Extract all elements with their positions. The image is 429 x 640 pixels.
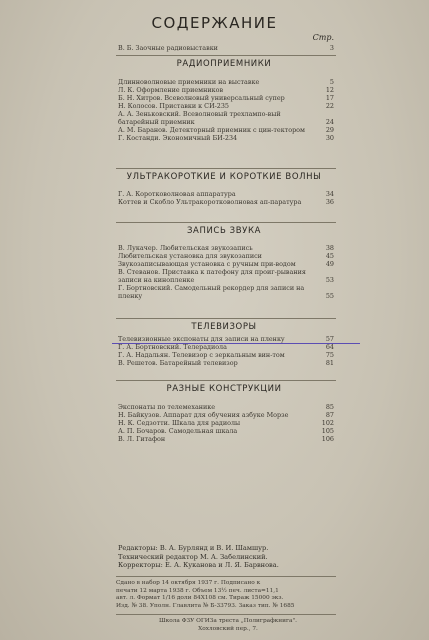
section-divider — [116, 318, 336, 319]
credit-line: Технический редактор М. А. Забелинский. — [118, 552, 268, 561]
toc-entry — [118, 403, 334, 411]
toc-entry-text: А. А. Зеньковский. Всеволновый трехлампо-вый батарейный приемник — [118, 110, 281, 126]
toc-entry-text: Г. Костанди. Экономичный БИ-234 — [118, 134, 238, 142]
toc-entry-text: А. П. Бочаров. Самодельная шкала — [118, 427, 238, 435]
toc-entry-text: Длинноволновые приемники на выставке — [118, 78, 260, 86]
toc-intro — [118, 44, 334, 52]
page-column-header: Стр. — [312, 33, 334, 42]
toc-entry-page: 106 — [321, 435, 334, 443]
toc-entry-page: 55 — [325, 292, 334, 300]
toc-section-shortwave — [118, 190, 334, 206]
toc-entry — [118, 86, 334, 94]
section-heading: ЗАПИСЬ ЗВУКА — [187, 226, 261, 236]
toc-entry-text: Телевизионные экспонаты для записи на пленку — [118, 335, 285, 343]
toc-entry-page: 12 — [325, 86, 334, 94]
toc-entry — [118, 190, 334, 198]
toc-entry — [118, 411, 334, 419]
toc-entry-text: А. М. Баранов. Детекторный приемник с цин-тектором — [118, 126, 305, 134]
imprint-line: Сдано в набор 14 октября 1937 г. Подписано к — [116, 580, 261, 586]
toc-entry — [118, 102, 334, 110]
toc-entry-text: В. Л. Гитафон — [118, 435, 166, 443]
toc-entry — [118, 134, 334, 142]
section-divider — [116, 222, 336, 223]
toc-entry — [118, 198, 334, 206]
imprint-line: печати 12 марта 1938 г. Объем 13½ печ. листа=11,1 — [116, 587, 279, 594]
toc-entry-page: 102 — [321, 419, 334, 427]
toc-entry-page: 75 — [325, 351, 334, 359]
footer-line: Школа ФЗУ ОГИЗа треста „Полиграфкнига". — [158, 618, 297, 624]
toc-entry-page: 22 — [325, 102, 334, 110]
toc-section-misc — [118, 403, 334, 443]
credit-line: Корректоры: Е. А. Куканова и Л. Я. Барвнова. — [118, 561, 279, 570]
footer-line: Хохловский пер., 7. — [198, 626, 258, 632]
toc-entry-text: Г. А. Коротковолновая аппаратура — [118, 190, 236, 198]
toc-entry-page: 105 — [321, 427, 334, 435]
toc-entry-page: 53 — [325, 276, 334, 284]
toc-entry — [118, 78, 334, 86]
toc-entry — [118, 268, 334, 284]
toc-entry-text: В. Стеванов. Приставка к патефону для проиг-рывания записи на кинопленке — [118, 268, 306, 284]
toc-entry — [118, 252, 334, 260]
toc-entry-text: В. Б. Заочные радиовыставки — [118, 44, 218, 52]
toc-entry — [118, 284, 334, 300]
toc-entry — [118, 110, 334, 126]
toc-section-sound — [118, 244, 334, 300]
printer-footer — [110, 617, 346, 633]
toc-entry-text: Любительская установка для звукозаписи — [118, 252, 262, 260]
footer-divider — [116, 614, 336, 615]
toc-entry-text: В. Лукачер. Любительская звукозапись — [118, 244, 253, 252]
toc-entry — [118, 44, 334, 52]
editorial-credits — [118, 544, 338, 570]
toc-entry-page: 49 — [325, 260, 334, 268]
toc-entry-text: Н. Колосов. Приставки к СИ-235 — [118, 102, 229, 110]
toc-entry-page: 38 — [325, 244, 334, 252]
toc-entry-page: 64 — [325, 343, 334, 351]
imprint-divider — [116, 576, 336, 577]
toc-section-radio — [118, 78, 334, 142]
section-heading: ТЕЛЕВИЗОРЫ — [191, 322, 257, 332]
toc-entry-text: Звукозаписывающая установка с ручным при-водом — [118, 260, 296, 268]
toc-entry-text: Экспонаты по телемеханике — [118, 403, 216, 411]
toc-entry — [118, 351, 334, 359]
toc-entry-page: 85 — [325, 403, 334, 411]
toc-entry — [118, 126, 334, 134]
toc-entry-page: 30 — [325, 134, 334, 142]
toc-entry — [118, 260, 334, 268]
toc-entry-page: 34 — [325, 190, 334, 198]
toc-entry — [118, 419, 334, 427]
toc-entry-page: 36 — [325, 198, 334, 206]
section-heading: РАДИОПРИЕМНИКИ — [176, 59, 272, 69]
imprint-line: авт. л. Формат 1/16 доли 84Х108 см. Тираж 15000 экз. — [116, 595, 284, 602]
toc-entry-text: Л. К. Оформление приемников — [118, 86, 224, 94]
toc-entry-text: Н. Байкузов. Аппарат для обучения азбуке Морзе — [118, 411, 289, 419]
section-divider — [116, 168, 336, 169]
toc-entry — [118, 335, 334, 343]
toc-entry-page: 5 — [329, 78, 334, 86]
toc-entry-text: Коттев и Скобло Ультракоротковолновая ап-паратура — [118, 198, 302, 206]
toc-section-tv — [118, 335, 334, 367]
toc-entry-page: 81 — [325, 359, 334, 367]
section-heading: УЛЬТРАКОРОТКИЕ И КОРОТКИЕ ВОЛНЫ — [126, 172, 322, 182]
section-divider — [116, 55, 336, 56]
toc-entry-page: 3 — [329, 44, 334, 52]
section-divider — [116, 380, 336, 381]
toc-entry-page: 17 — [325, 94, 334, 102]
credit-line: Редакторы: В. А. Бурлянд и В. И. Шамшур. — [118, 544, 269, 552]
toc-entry — [118, 427, 334, 435]
toc-entry-page: 24 — [325, 118, 334, 126]
toc-entry-text: Г. А. Бортновский. Телерадиола — [118, 343, 227, 351]
toc-entry-page: 57 — [325, 335, 334, 343]
page-title: СОДЕРЖАНИЕ — [151, 14, 278, 32]
toc-entry — [118, 359, 334, 367]
toc-entry-page: 87 — [325, 411, 334, 419]
toc-entry-text: В. Решетов. Батарейный телевизор — [118, 359, 238, 367]
toc-entry — [118, 435, 334, 443]
toc-entry-text: Н. К. Седзотти. Шкала для радиолы — [118, 419, 241, 427]
pen-underline-mark — [112, 343, 360, 344]
toc-entry-page: 45 — [325, 252, 334, 260]
toc-entry — [118, 244, 334, 252]
imprint-line: Изд. № 38. Уполн. Главлита № Б-33793. Заказ тип. № 1685 — [116, 602, 295, 609]
toc-entry-text: Б. Н. Хитров. Всеволновый универсальный супер — [118, 94, 285, 102]
toc-entry-page: 29 — [325, 126, 334, 134]
printing-imprint — [116, 580, 340, 610]
toc-entry-text: Г. Бортновский. Самодельный рекордер для записи на пленку — [118, 284, 305, 300]
toc-entry — [118, 343, 334, 351]
toc-entry — [118, 94, 334, 102]
section-heading: РАЗНЫЕ КОНСТРУКЦИИ — [166, 384, 282, 394]
toc-entry-text: Г. А. Надальян. Телевизор с зеркальным вин-том — [118, 351, 285, 359]
